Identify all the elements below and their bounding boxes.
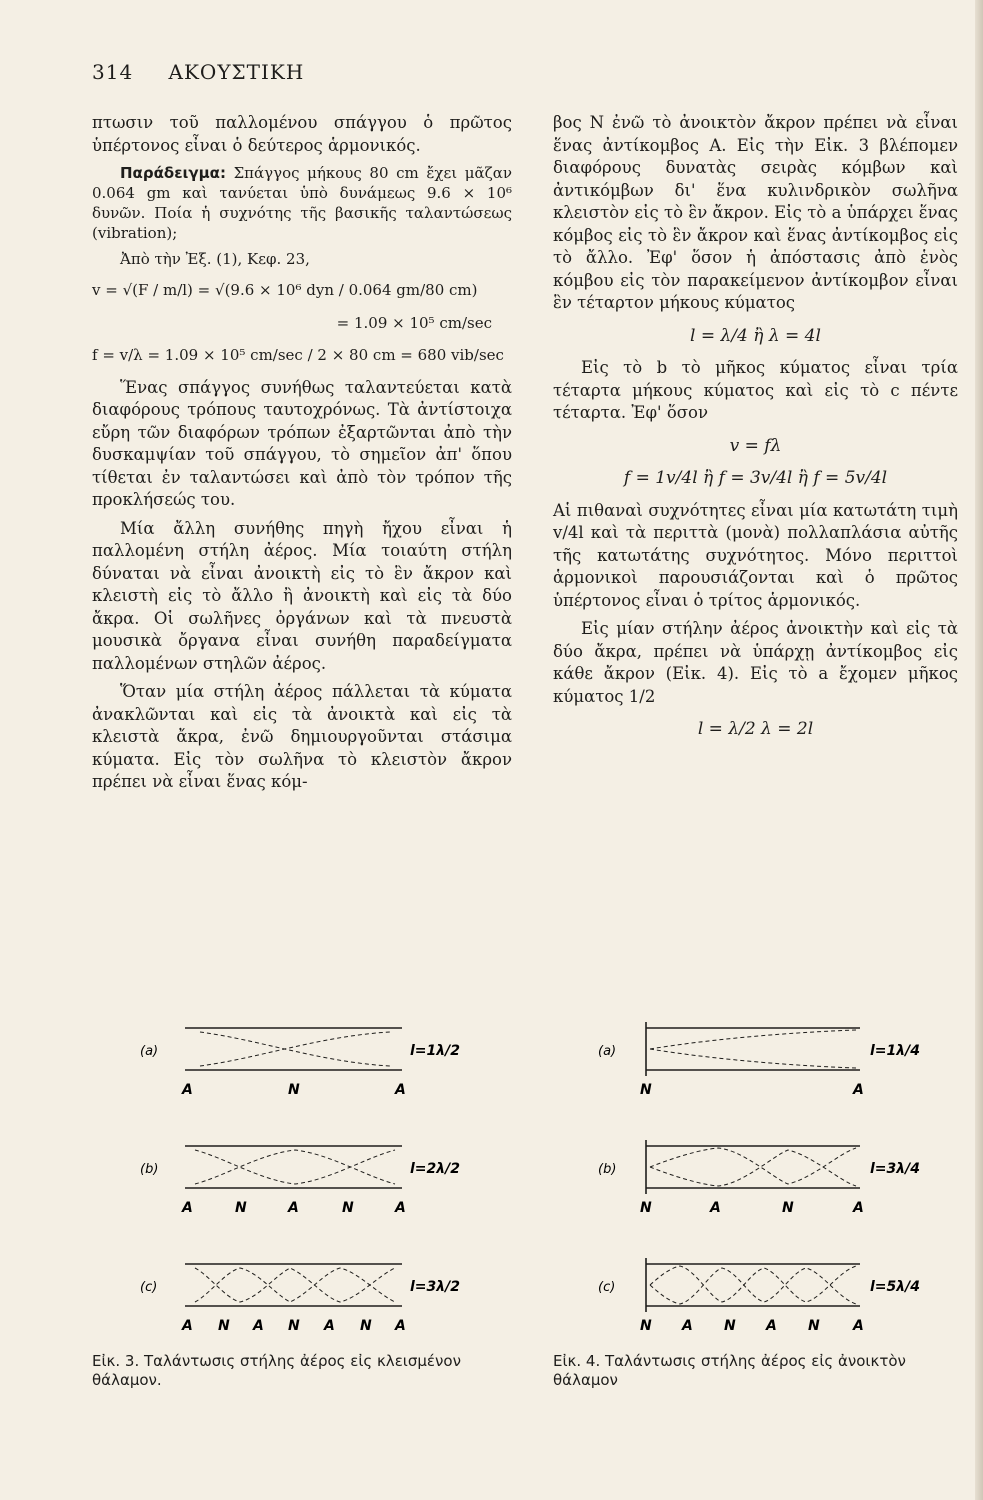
fig4-row-c-length: l=5λ/4 [870, 1279, 920, 1295]
fig4-row-a-label-1: N [640, 1082, 652, 1098]
right-column [553, 112, 958, 751]
figure-3 [140, 1010, 520, 1355]
left-paragraph-1: πτωσιν τοῦ παλλομένου σπάγγου ὁ πρῶτος ὑπέρτονος εἶναι ὁ δεύτερος ἁρμονικός. [92, 113, 512, 155]
fig3-row-a-length: l=1λ/2 [410, 1043, 460, 1059]
fig3-row-a [140, 1028, 460, 1098]
fig4-row-a-label-2: A [853, 1082, 864, 1098]
reference-line: Ἀπὸ τὴν Ἐξ. (1), Κεφ. 23, [120, 250, 310, 268]
fig3-row-b-label-2: N [235, 1200, 247, 1216]
fig3-row-c [140, 1264, 460, 1334]
fig4-row-c-label-3: N [724, 1318, 736, 1334]
fig3-row-b-label-4: N [342, 1200, 354, 1216]
left-paragraph-3: Μία ἄλλη συνήθης πηγὴ ἤχου εἶναι ἡ παλλομένη στήλη ἀέρος. Μία τοιαύτη στήλη δύναται νὰ εἶναι ἀνοικτὴ εἰς τὸ ἓν ἄκρον καὶ κλειστὴ εἰς τὸ ἄλλο ἢ ἀνοικτὴ καὶ εἰς τὰ δύο ἄκρα. Οἱ σωλῆνες ὀργάνων καὶ τὰ πνευστὰ μουσικὰ ὄργανα εἶναι συνήθη παραδείγματα παλλομένων στηλῶν ἀέρος. [92, 518, 512, 673]
fig4-row-a-tag: (a) [598, 1044, 617, 1059]
fig3-row-c-label-3: A [253, 1318, 264, 1334]
equation-velocity-result: = 1.09 × 10⁵ cm/sec [336, 313, 492, 332]
fig3-row-c-label-5: A [324, 1318, 335, 1334]
right-paragraph-3: Αἱ πιθαναὶ συχνότητες εἶναι μία κατωτάτη τιμὴ v/4l καὶ τὰ περιττὰ (μονὰ) πολλαπλάσια αὐτῆς τῆς κατωτάτης συχνότητος. Μόνο περιττοὶ ἁρμονικοὶ παρουσιάζονται καὶ ὁ πρῶτος ὑπέρτονος εἶναι ὁ τρίτος ἁρμονικός. [553, 500, 958, 610]
fig4-row-c [598, 1258, 920, 1334]
fig4-row-b-label-4: A [853, 1200, 864, 1216]
equation-velocity: v = √(F / m/l) = √(9.6 × 10⁶ dyn / 0.064 gm/80 cm) [92, 281, 478, 299]
page-number: 314 [92, 60, 134, 84]
fig4-row-c-tag: (c) [598, 1280, 616, 1295]
fig3-row-c-label-7: A [395, 1318, 406, 1334]
fig4-row-b-label-1: N [640, 1200, 652, 1216]
fig3-row-c-length: l=3λ/2 [410, 1279, 460, 1295]
fig3-row-b-length: l=2λ/2 [410, 1161, 460, 1177]
equation-frequencies: f = 1v/4l ἢ f = 3v/4l ἢ f = 5v/4l [623, 468, 888, 488]
fig3-row-c-label-6: N [360, 1318, 372, 1334]
fig3-row-b [140, 1146, 460, 1216]
example-paragraph [92, 163, 512, 243]
fig4-row-b-tag: (b) [598, 1162, 617, 1177]
example-text: Σπάγγος μήκους 80 cm ἔχει μᾶζαν 0.064 gm καὶ τανύεται ὑπὸ δυνάμεως 9.6 × 10⁶ δυνῶν. Ποία ἡ συχνότης τῆς βασικῆς ταλαντώσεως (vibration); [92, 164, 512, 242]
fig4-row-c-label-4: A [766, 1318, 777, 1334]
fig4-row-c-label-2: A [682, 1318, 693, 1334]
figure-3-caption: Εἰκ. 3. Ταλάντωσις στήλης ἀέρος εἰς κλεισμένον θάλαμον. [92, 1352, 461, 1389]
fig3-row-b-tag: (b) [140, 1162, 159, 1177]
left-column [92, 112, 512, 800]
left-paragraph-4: Ὅταν μία στήλη ἀέρος πάλλεται τὰ κύματα ἀνακλῶνται καὶ εἰς τὰ ἀνοικτὰ καὶ εἰς τὰ κλειστὰ ἄκρα, ἐνῶ δημιουργοῦνται στάσιμα κύματα. Εἰς τὸν σωλῆνα τὸ κλειστὸν ἄκρον πρέπει νὰ εἶναι ἕνας κόμ- [92, 682, 512, 791]
fig4-row-a [598, 1022, 920, 1098]
equation-frequency: f = v/λ = 1.09 × 10⁵ cm/sec / 2 × 80 cm = 680 vib/sec [92, 346, 504, 364]
right-paragraph-1: βος N ἐνῶ τὸ ἀνοικτὸν ἄκρον πρέπει νὰ εἶναι ἕνας ἀντίκομβος A. Εἰς τὴν Εἰκ. 3 βλέπομεν διαφόρους δυνατὰς σειρὰς κόμβων καὶ ἀντικόμβων δι' ἕνα κυλινδρικὸν σωλῆνα κλειστὸν εἰς τὸ ἓν ἄκρον. Εἰς τὸ a ὑπάρχει ἕνας κόμβος εἰς τὸ ἓν ἄκρον καὶ ἕνας ἀντίκομβος εἰς τὸ ἄλλο. Ἐφ' ὅσον ἡ ἀπόστασις ἀπὸ ἑνὸς κόμβου εἰς τὸν παρακείμενον ἀντίκομβον εἶναι ἓν τέταρτον μήκους κύματος [553, 113, 958, 312]
right-paragraph-4: Εἰς μίαν στήλην ἀέρος ἀνοικτὴν καὶ εἰς τὰ δύο ἄκρα, πρέπει νὰ ὑπάρχῃ ἀντίκομβος εἰς κάθε ἄκρον (Εἰκ. 4). Εἰς τὸ a ἔχομεν μῆκος κύματος 1/2 [553, 619, 958, 706]
fig3-row-c-label-1: A [182, 1318, 193, 1334]
equation-open-a: l = λ/2 λ = 2l [697, 719, 814, 739]
fig4-row-b-label-3: N [782, 1200, 794, 1216]
fig3-row-b-label-1: A [182, 1200, 193, 1216]
fig3-row-a-tag: (a) [140, 1044, 159, 1059]
figure-4 [598, 1010, 938, 1355]
left-paragraph-2: Ἕνας σπάγγος συνήθως ταλαντεύεται κατὰ διαφόρους τρόπους ταυτοχρόνως. Τὰ ἀντίστοιχα εὔρη τῶν διαφόρων τρόπων ἐξαρτῶνται ἀπὸ τὴν δυσκαμψίαν τοῦ σπάγγου, τὸ σημεῖον ἀπ' ὅπου τίθεται ἐν ταλαντώσει καὶ ἀπὸ τὸν τρόπον τῆς προκλήσεώς του. [92, 377, 512, 509]
fig3-row-c-label-4: N [288, 1318, 300, 1334]
fig3-row-b-label-3: A [288, 1200, 299, 1216]
fig4-row-c-label-1: N [640, 1318, 652, 1334]
equation-closed-a: l = λ/4 ἢ λ = 4l [690, 325, 821, 346]
fig4-row-b-length: l=3λ/4 [870, 1161, 920, 1177]
fig4-row-a-length: l=1λ/4 [870, 1043, 920, 1059]
running-title: ΑΚΟΥΣΤΙΚΗ [168, 60, 305, 84]
fig4-row-b-label-2: A [710, 1200, 721, 1216]
example-label: Παράδειγμα: [120, 164, 226, 182]
fig3-row-a-label-1: A [182, 1082, 193, 1098]
fig3-row-c-label-2: N [218, 1318, 230, 1334]
fig3-row-a-label-2: N [288, 1082, 300, 1098]
fig4-row-c-label-5: N [808, 1318, 820, 1334]
page-edge-shadow [975, 0, 983, 1500]
fig3-row-a-label-3: A [395, 1082, 406, 1098]
page-header [92, 60, 532, 84]
fig3-row-b-label-5: A [395, 1200, 406, 1216]
fig4-row-b [598, 1140, 920, 1216]
figure-4-caption: Εἰκ. 4. Ταλάντωσις στήλης ἀέρος εἰς ἀνοικτὸν θάλαμον [553, 1352, 906, 1389]
fig4-row-c-label-6: A [853, 1318, 864, 1334]
right-paragraph-2: Εἰς τὸ b τὸ μῆκος κύματος εἶναι τρία τέταρτα μήκους κύματος καὶ εἰς τὸ c πέντε τέταρτα. Ἐφ' ὅσον [553, 358, 958, 422]
equation-wave-speed: v = fλ [729, 435, 782, 456]
fig3-row-c-tag: (c) [140, 1280, 158, 1295]
